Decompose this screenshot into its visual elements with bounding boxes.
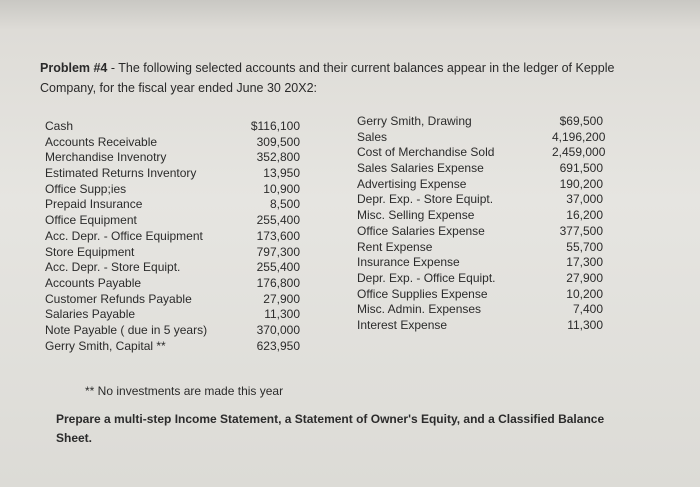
- account-name: Cost of Merchandise Sold: [357, 145, 495, 160]
- account-name: Misc. Selling Expense: [357, 208, 475, 223]
- account-value: 377,500: [559, 223, 603, 238]
- problem-text: - The following selected accounts and their current balances appear in the ledger of Kepple Company, for the fiscal year ended June 30 20X2:: [40, 61, 615, 95]
- account-name: Gerry Smith, Capital **: [45, 338, 166, 353]
- account-name: Customer Refunds Payable: [45, 291, 192, 306]
- account-name: Office Equipment: [45, 213, 137, 228]
- account-value: 8,500: [269, 197, 300, 212]
- account-name: Sales: [357, 129, 388, 144]
- account-value: 27,900: [263, 291, 300, 306]
- problem-statement: [40, 58, 640, 98]
- account-value: 4,196,200: [552, 129, 606, 144]
- right-account-values: [552, 114, 606, 334]
- account-name: Accounts Payable: [45, 275, 142, 290]
- account-name: Depr. Exp. - Office Equipt.: [357, 270, 496, 285]
- account-name: Office Supplies Expense: [357, 286, 488, 301]
- account-name: Merchandise Invenotry: [45, 150, 167, 165]
- account-value: 255,400: [256, 260, 300, 275]
- account-value: 16,200: [566, 208, 603, 223]
- account-value: 11,300: [264, 307, 300, 322]
- account-name: Insurance Expense: [357, 255, 460, 270]
- account-value: 7,400: [572, 302, 603, 317]
- left-account-values: [232, 119, 300, 354]
- account-name: Cash: [45, 119, 74, 133]
- account-name: Accounts Receivable: [45, 134, 158, 149]
- account-name: Rent Expense: [357, 239, 433, 254]
- account-name: Acc. Depr. - Office Equipment: [45, 228, 203, 243]
- account-value: 27,900: [566, 270, 603, 285]
- account-name: Estimated Returns Inventory: [45, 166, 197, 181]
- account-value: 11,300: [567, 317, 603, 332]
- account-value: 190,200: [559, 176, 603, 191]
- account-name: Misc. Admin. Expenses: [357, 302, 482, 317]
- problem-label: Problem #4: [40, 61, 108, 75]
- footnote: ** No investments are made this year: [85, 384, 284, 398]
- account-value: 55,700: [566, 239, 603, 254]
- account-name: Advertising Expense: [357, 176, 467, 191]
- account-value: 370,000: [256, 322, 300, 337]
- account-value: 37,000: [566, 192, 603, 207]
- account-value: 2,459,000: [552, 145, 606, 160]
- account-value: 176,800: [256, 275, 300, 290]
- account-name: Salaries Payable: [45, 307, 136, 322]
- account-value: 10,900: [263, 181, 300, 196]
- account-value: 13,950: [263, 166, 300, 181]
- account-name: Gerry Smith, Drawing: [357, 114, 472, 128]
- account-value: $69,500: [559, 114, 603, 128]
- account-name: Prepaid Insurance: [45, 197, 143, 212]
- account-name: Office Salaries Expense: [357, 223, 485, 238]
- account-value: 173,600: [256, 228, 300, 243]
- account-value: 309,500: [256, 134, 300, 149]
- account-name: Depr. Exp. - Store Equipt.: [357, 192, 494, 207]
- account-value: 691,500: [559, 161, 603, 176]
- account-name: Interest Expense: [357, 317, 448, 332]
- account-value: $116,100: [250, 119, 300, 133]
- account-name: Sales Salaries Expense: [357, 161, 484, 176]
- account-value: 255,400: [256, 213, 300, 228]
- account-name: Office Supp;ies: [45, 181, 127, 196]
- right-account-names: [357, 114, 496, 334]
- instruction-text: Prepare a multi-step Income Statement, a Statement of Owner's Equity, and a Classified Balance Sheet.: [56, 412, 605, 445]
- account-name: Store Equipment: [45, 244, 135, 259]
- account-value: 17,300: [566, 255, 603, 270]
- account-value: 797,300: [256, 244, 300, 259]
- account-name: Acc. Depr. - Store Equipt.: [45, 260, 181, 275]
- account-value: 623,950: [256, 338, 300, 353]
- account-value: 352,800: [256, 150, 300, 165]
- account-name: Note Payable ( due in 5 years): [45, 322, 208, 337]
- account-value: 10,200: [566, 286, 603, 301]
- left-account-names: [45, 119, 207, 354]
